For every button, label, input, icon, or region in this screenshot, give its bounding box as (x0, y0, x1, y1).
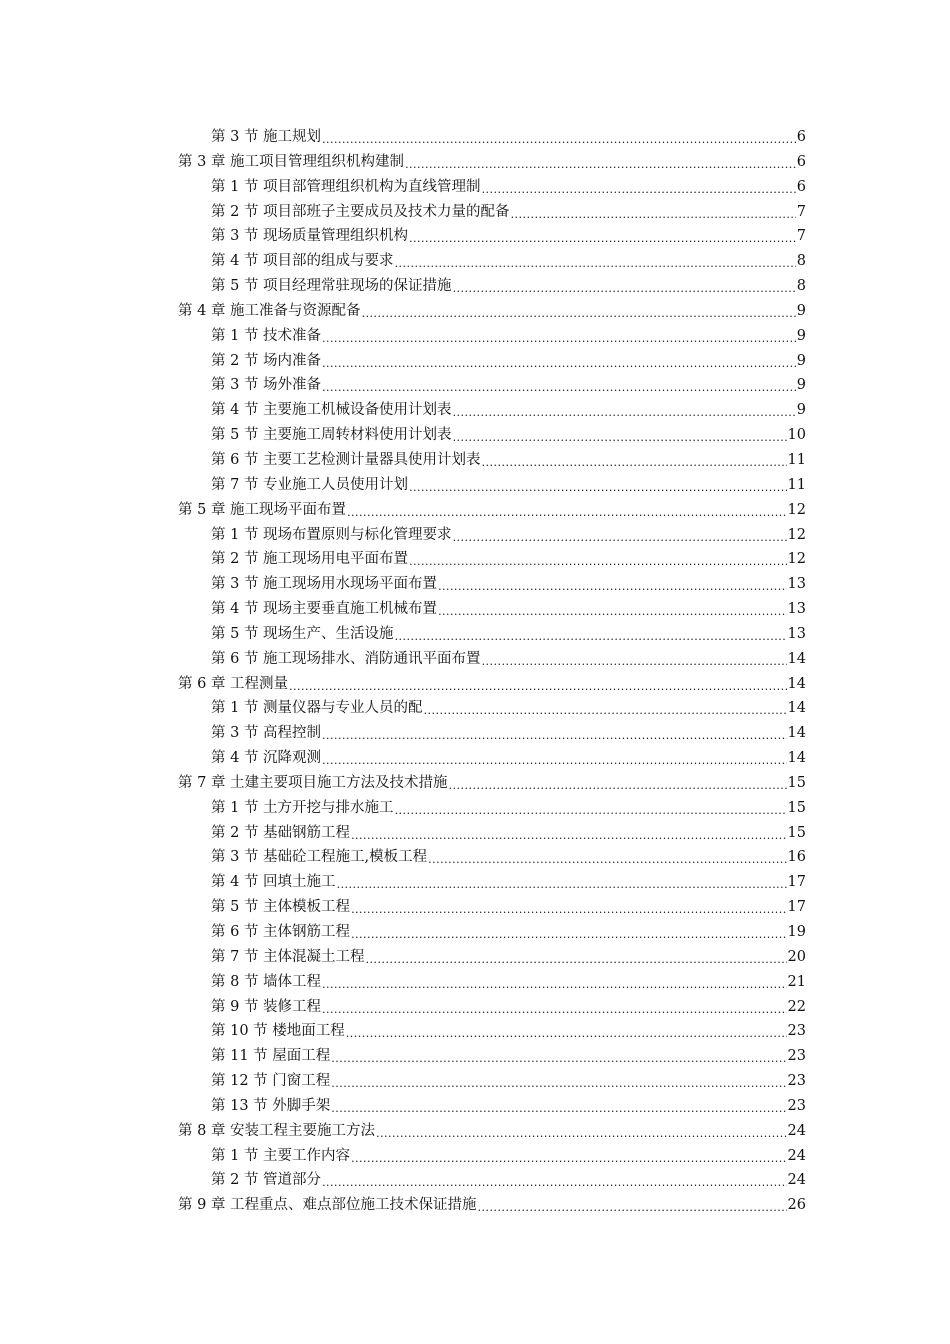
toc-entry-title: 第 2 节 管道部分 (211, 1172, 322, 1189)
toc-entry-title: 第 6 节 主体钢筋工程 (211, 924, 351, 940)
toc-section-entry[interactable] (0, 448, 950, 473)
toc-entry-title: 第 1 节 测量仪器与专业人员的配 (211, 700, 423, 717)
toc-entry-title: 第 8 章 安装工程主要施工方法 (178, 1122, 376, 1139)
toc-page-number: 10 (787, 427, 806, 444)
toc-section-entry[interactable] (0, 1094, 950, 1119)
toc-page-number: 6 (796, 129, 806, 145)
toc-entry-title: 第 5 节 现场生产、生活设施 (211, 625, 394, 642)
toc-entry-title: 第 6 节 施工现场排水、消防通讯平面布置 (211, 650, 481, 667)
toc-section-entry[interactable] (0, 349, 950, 374)
toc-chapter-entry[interactable] (0, 150, 950, 175)
toc-section-entry[interactable] (0, 721, 950, 746)
toc-section-entry[interactable] (0, 970, 950, 995)
toc-section-entry[interactable] (0, 746, 950, 771)
toc-entry-title: 第 1 节 项目部管理组织机构为直线管理制 (211, 178, 481, 195)
toc-chapter-entry[interactable] (0, 299, 950, 324)
toc-section-entry[interactable] (0, 224, 950, 249)
toc-section-entry[interactable] (0, 547, 950, 572)
toc-page-number: 14 (787, 750, 806, 767)
toc-entry-title: 第 7 章 土建主要项目施工方法及技术措施 (178, 774, 448, 791)
toc-section-entry[interactable] (0, 1168, 950, 1193)
toc-entry-title: 第 6 章 工程测量 (178, 675, 289, 692)
toc-entry-title: 第 5 节 项目经理常驻现场的保证措施 (211, 278, 452, 295)
toc-page-number: 15 (787, 774, 806, 791)
toc-entry-title: 第 1 节 技术准备 (211, 327, 322, 344)
toc-entry-title: 第 3 节 施工现场用水现场平面布置 (211, 576, 438, 593)
toc-section-entry[interactable] (0, 175, 950, 200)
toc-section-entry[interactable] (0, 324, 950, 349)
toc-entry-title: 第 2 节 项目部班子主要成员及技术力量的配备 (211, 203, 510, 220)
toc-section-entry[interactable] (0, 647, 950, 672)
toc-entry-title: 第 8 节 墙体工程 (211, 973, 322, 990)
toc-page-number: 7 (796, 228, 806, 245)
toc-section-entry[interactable] (0, 1019, 950, 1044)
toc-section-entry[interactable] (0, 373, 950, 398)
toc-entry-title: 第 1 节 现场布置原则与标化管理要求 (211, 526, 452, 543)
toc-page-number: 9 (796, 377, 806, 394)
toc-page-number: 9 (796, 402, 806, 419)
toc-page-number: 14 (787, 700, 806, 717)
toc-page-number: 9 (796, 327, 806, 344)
toc-entry-title: 第 7 节 主体混凝土工程 (211, 948, 365, 965)
toc-page-number: 8 (796, 278, 806, 295)
toc-page-number: 21 (787, 973, 806, 990)
toc-entry-title: 第 4 节 项目部的组成与要求 (211, 253, 394, 270)
toc-entry-title: 第 2 节 施工现场用电平面布置 (211, 551, 409, 568)
toc-page-number: 6 (796, 178, 806, 195)
toc-page-number: 24 (787, 1147, 806, 1164)
toc-section-entry[interactable] (0, 1044, 950, 1069)
toc-page-number: 6 (796, 153, 806, 170)
toc-page-number: 13 (787, 625, 806, 642)
toc-section-entry[interactable] (0, 274, 950, 299)
toc-section-entry[interactable] (0, 845, 950, 870)
toc-entry-title: 第 6 节 主要工艺检测计量器具使用计划表 (211, 451, 481, 468)
toc-page-number: 19 (787, 924, 806, 940)
toc-entry-title: 第 4 节 回填土施工 (211, 874, 336, 891)
toc-entry-title: 第 9 章 工程重点、难点部位施工技术保证措施 (178, 1197, 477, 1214)
toc-page-number: 23 (787, 1023, 806, 1040)
toc-page-number: 13 (787, 576, 806, 593)
toc-page-number: 13 (787, 601, 806, 618)
toc-page-number: 23 (787, 1073, 806, 1090)
toc-entry-title: 第 4 节 现场主要垂直施工机械布置 (211, 601, 438, 618)
toc-entry-title: 第 1 节 土方开挖与排水施工 (211, 799, 394, 816)
toc-section-entry[interactable] (0, 796, 950, 821)
toc-entry-title: 第 5 章 施工现场平面布置 (178, 501, 347, 518)
toc-entry-title: 第 2 节 基础钢筋工程 (211, 824, 351, 841)
toc-page-number: 23 (787, 1097, 806, 1114)
toc-page-number: 11 (787, 451, 806, 468)
toc-chapter-entry[interactable] (0, 1119, 950, 1144)
dot-leader (478, 1196, 787, 1221)
toc-section-entry[interactable] (0, 1069, 950, 1094)
toc-entry-title: 第 3 节 场外准备 (211, 377, 322, 394)
toc-page-number: 16 (787, 849, 806, 866)
toc-page-number: 15 (787, 824, 806, 841)
toc-entry-title: 第 3 节 高程控制 (211, 725, 322, 742)
toc-page-number: 24 (787, 1122, 806, 1139)
toc-section-entry[interactable] (0, 870, 950, 895)
toc-section-entry[interactable] (0, 200, 950, 225)
toc-chapter-entry[interactable] (0, 1193, 950, 1218)
toc-page-number: 15 (787, 799, 806, 816)
toc-section-entry[interactable] (0, 398, 950, 423)
toc-section-entry[interactable] (0, 249, 950, 274)
toc-section-entry[interactable] (0, 945, 950, 970)
toc-page-number: 12 (787, 526, 806, 543)
toc-section-entry[interactable] (0, 423, 950, 448)
toc-section-entry[interactable] (0, 995, 950, 1020)
toc-chapter-entry[interactable] (0, 672, 950, 697)
toc-entry-title: 第 3 章 施工项目管理组织机构建制 (178, 153, 405, 170)
toc-entry-title: 第 5 节 主要施工周转材料使用计划表 (211, 427, 452, 444)
toc-section-entry[interactable] (0, 125, 950, 150)
toc-entry-title: 第 5 节 主体模板工程 (211, 899, 351, 916)
toc-entry-title: 第 4 节 沉降观测 (211, 750, 322, 767)
toc-page-number: 22 (787, 998, 806, 1015)
toc-page-number: 9 (796, 352, 806, 369)
toc-entry-title: 第 3 节 基础砼工程施工,模板工程 (211, 849, 428, 866)
toc-section-entry[interactable] (0, 572, 950, 597)
toc-section-entry[interactable] (0, 473, 950, 498)
toc-section-entry[interactable] (0, 622, 950, 647)
toc-chapter-entry[interactable] (0, 498, 950, 523)
toc-page-number: 12 (787, 551, 806, 568)
toc-entry-title: 第 11 节 屋面工程 (211, 1048, 331, 1065)
toc-entry-title: 第 10 节 楼地面工程 (211, 1023, 345, 1040)
toc-page-number: 11 (787, 476, 806, 493)
toc-page-number: 17 (787, 874, 806, 891)
toc-page-number: 7 (796, 203, 806, 220)
toc-section-entry[interactable] (0, 696, 950, 721)
toc-chapter-entry[interactable] (0, 771, 950, 796)
toc-entry-title: 第 4 节 主要施工机械设备使用计划表 (211, 402, 452, 419)
toc-page-number: 23 (787, 1048, 806, 1065)
toc-entry-title: 第 3 节 施工规划 (211, 129, 322, 145)
toc-entry-title: 第 1 节 主要工作内容 (211, 1147, 351, 1164)
toc-page-number: 12 (787, 501, 806, 518)
toc-page-number: 14 (787, 650, 806, 667)
toc-entry-title: 第 4 章 施工准备与资源配备 (178, 302, 361, 319)
toc-section-entry[interactable] (0, 920, 950, 945)
toc-entry-title: 第 7 节 专业施工人员使用计划 (211, 476, 409, 493)
toc-entry-title: 第 12 节 门窗工程 (211, 1073, 331, 1090)
toc-entry-title: 第 9 节 装修工程 (211, 998, 322, 1015)
toc-page-number: 20 (787, 948, 806, 965)
toc-page-number: 14 (787, 675, 806, 692)
toc-entry-title: 第 13 节 外脚手架 (211, 1097, 331, 1114)
toc-page-number: 26 (787, 1197, 806, 1214)
toc-page-number: 8 (796, 253, 806, 270)
toc-entry-title: 第 2 节 场内准备 (211, 352, 322, 369)
toc-section-entry[interactable] (0, 597, 950, 622)
toc-section-entry[interactable] (0, 821, 950, 846)
toc-page-number: 14 (787, 725, 806, 742)
toc-page-number: 9 (796, 302, 806, 319)
toc-entry-title: 第 3 节 现场质量管理组织机构 (211, 228, 409, 245)
toc-section-entry[interactable] (0, 523, 950, 548)
toc-page-number: 24 (787, 1172, 806, 1189)
toc-section-entry[interactable] (0, 895, 950, 920)
toc-section-entry[interactable] (0, 1144, 950, 1169)
table-of-contents (0, 125, 950, 1218)
toc-page-number: 17 (787, 899, 806, 916)
